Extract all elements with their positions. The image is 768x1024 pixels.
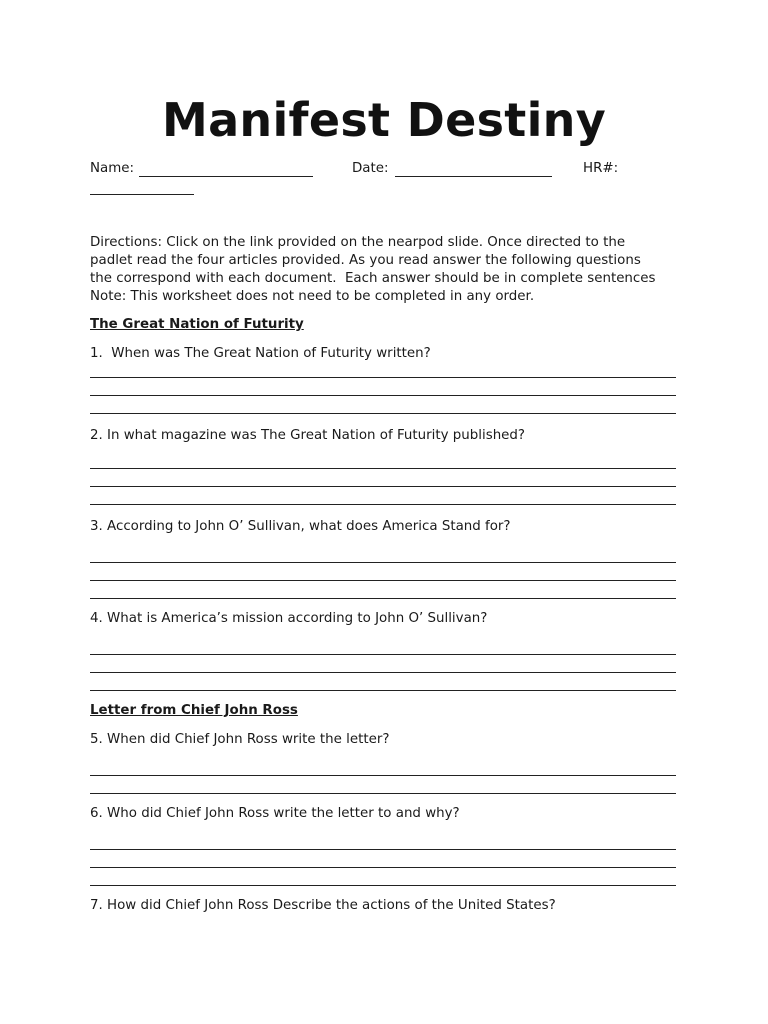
answer-line[interactable] xyxy=(90,885,676,886)
date-blank[interactable] xyxy=(395,176,552,177)
question-7: 7. How did Chief John Ross Describe the actions of the United States? xyxy=(90,898,556,913)
section-heading: Letter from Chief John Ross xyxy=(90,703,298,718)
name-blank[interactable] xyxy=(139,176,313,177)
question-5: 5. When did Chief John Ross write the letter? xyxy=(90,732,390,747)
answer-line[interactable] xyxy=(90,580,676,581)
worksheet-title: Manifest Destiny xyxy=(162,93,606,147)
answer-line[interactable] xyxy=(90,867,676,868)
answer-line[interactable] xyxy=(90,672,676,673)
answer-line[interactable] xyxy=(90,395,676,396)
directions-line: padlet read the four articles provided. As you read answer the following questions xyxy=(90,253,641,268)
answer-line[interactable] xyxy=(90,562,676,563)
question-1: 1. When was The Great Nation of Futurity written? xyxy=(90,346,431,361)
hr-label: HR#: xyxy=(583,161,619,176)
question-2: 2. In what magazine was The Great Nation of Futurity published? xyxy=(90,428,526,443)
answer-line[interactable] xyxy=(90,654,676,655)
answer-line[interactable] xyxy=(90,849,676,850)
question-6: 6. Who did Chief John Ross write the letter to and why? xyxy=(90,806,460,821)
answer-line[interactable] xyxy=(90,377,676,378)
question-3: 3. According to John O’ Sullivan, what does America Stand for? xyxy=(90,519,511,534)
question-4: 4. What is America’s mission according to John O’ Sullivan? xyxy=(90,611,488,626)
answer-line[interactable] xyxy=(90,793,676,794)
answer-line[interactable] xyxy=(90,504,676,505)
name-label: Name: xyxy=(90,161,135,176)
directions-line: Note: This worksheet does not need to be completed in any order. xyxy=(90,289,535,304)
answer-line[interactable] xyxy=(90,598,676,599)
answer-line[interactable] xyxy=(90,775,676,776)
hr-blank[interactable] xyxy=(90,194,194,195)
section-heading: The Great Nation of Futurity xyxy=(90,317,304,332)
answer-line[interactable] xyxy=(90,690,676,691)
answer-line[interactable] xyxy=(90,413,676,414)
answer-line[interactable] xyxy=(90,468,676,469)
directions-line: Directions: Click on the link provided on the nearpod slide. Once directed to the xyxy=(90,235,626,250)
answer-line[interactable] xyxy=(90,486,676,487)
date-label: Date: xyxy=(352,161,389,176)
directions-line: the correspond with each document. Each answer should be in complete sentences xyxy=(90,271,656,286)
